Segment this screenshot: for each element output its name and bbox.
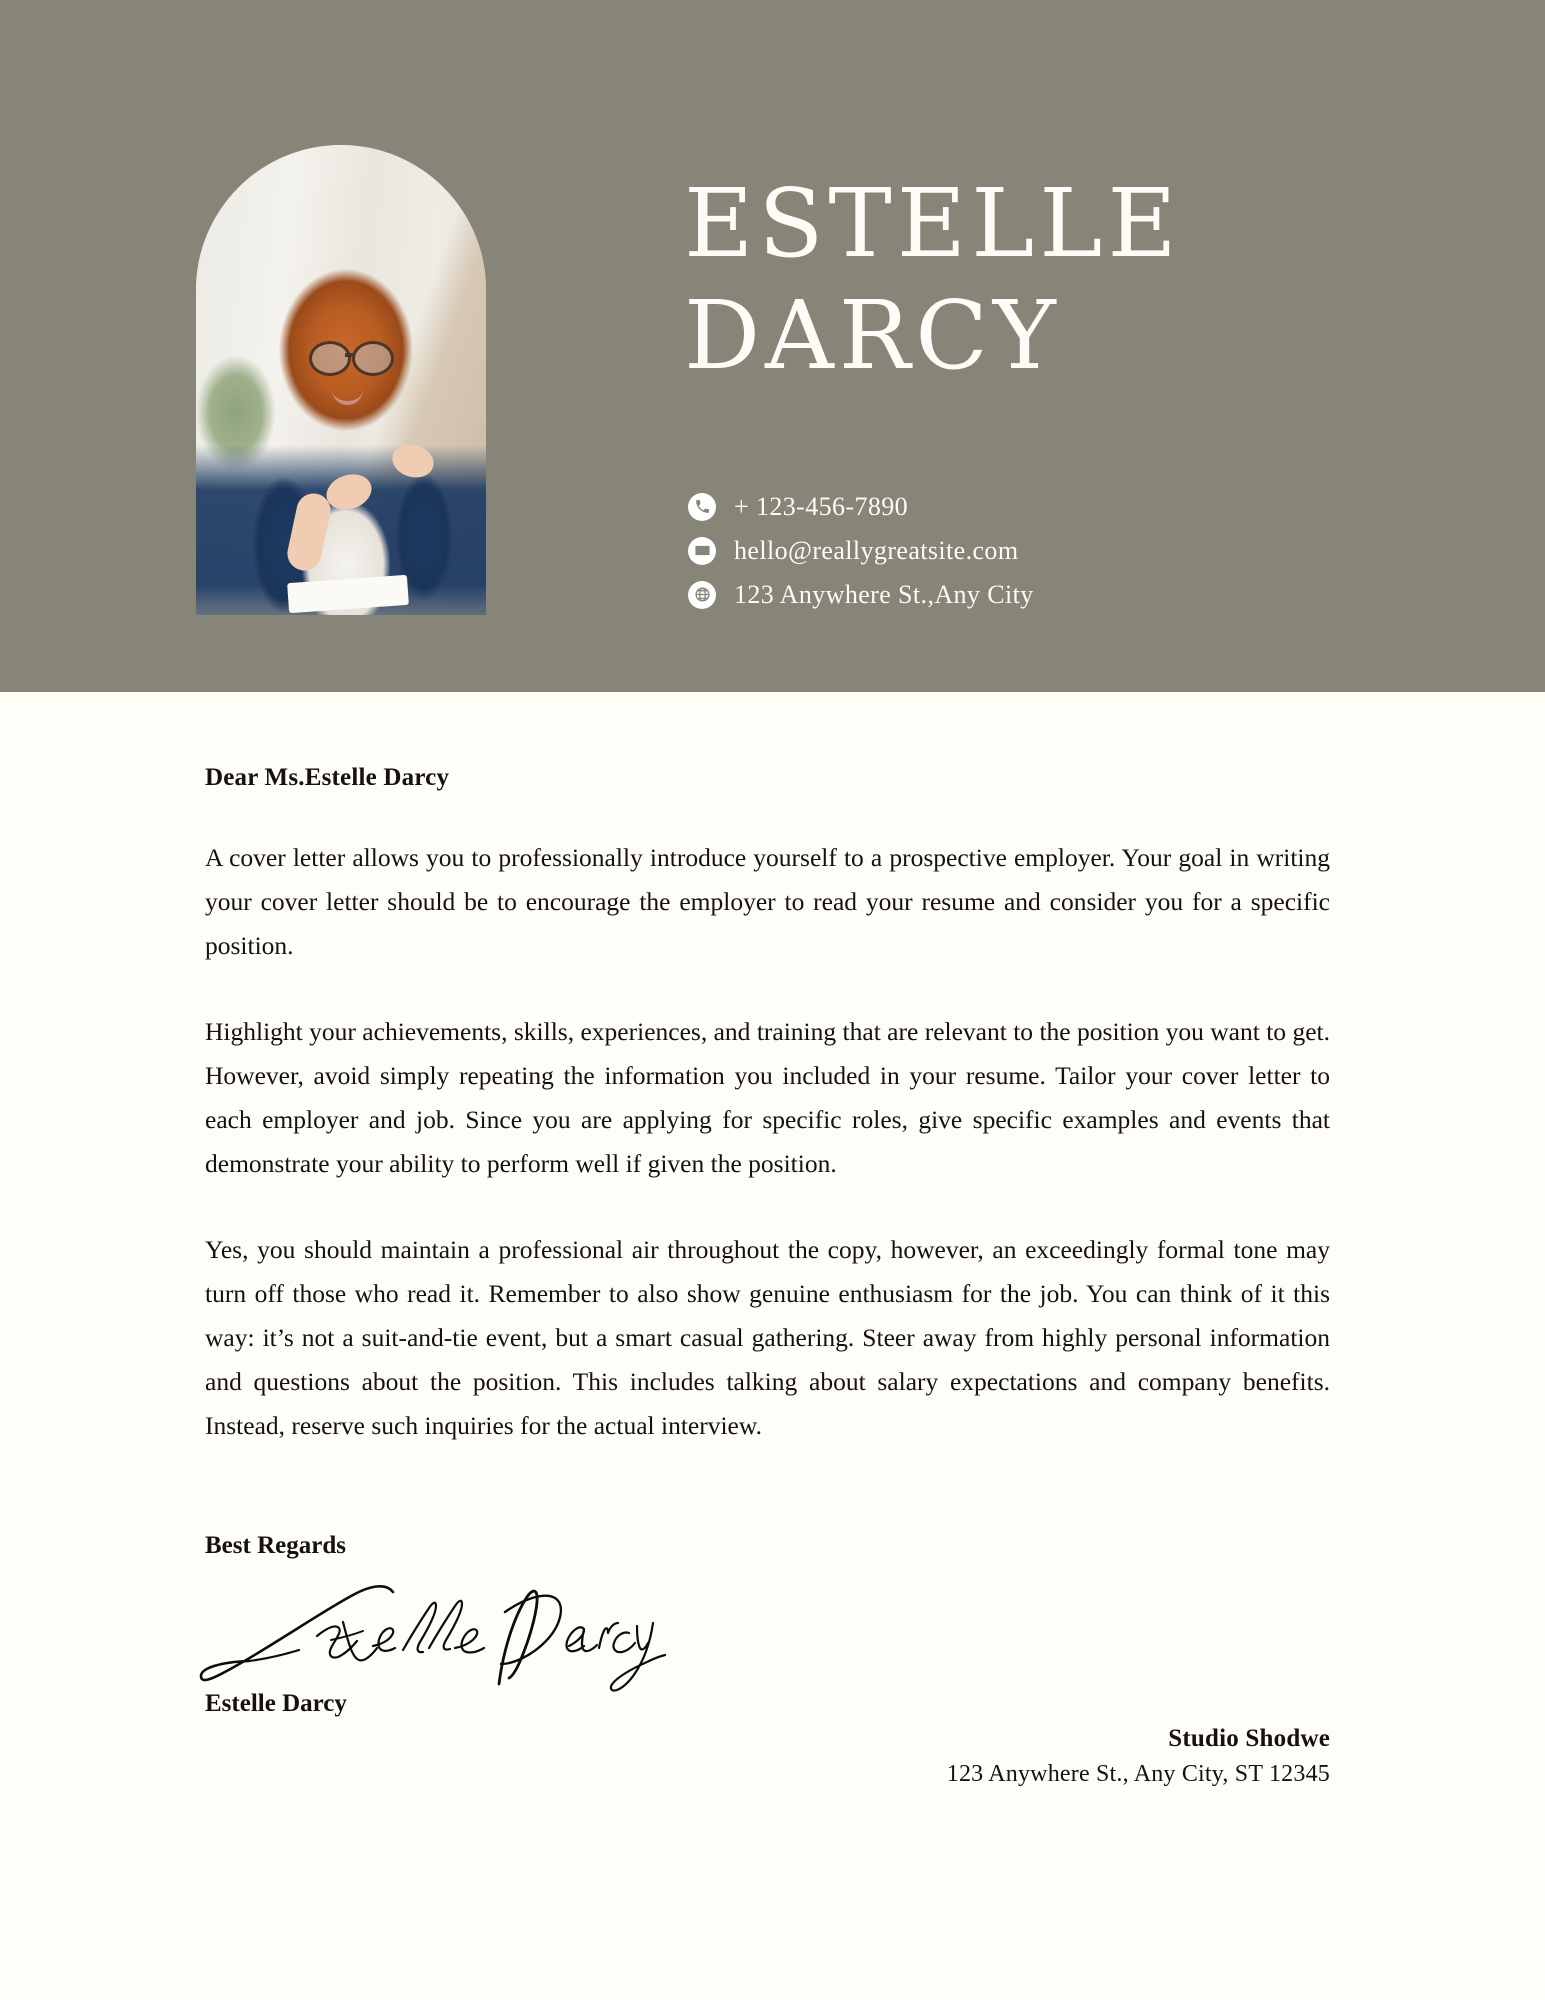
paragraph-3: Yes, you should maintain a professional air throughout the copy, however, an exceedingly formal tone may turn off those who read it. Remember to also show genuine enthusiasm for the job. You can think of it this way: it’s not a suit-and-tie event, but a smart casual gathering. Steer away from highly personal information and questions about the position. This includes talking about salary expectations and company benefits. Instead, reserve such inquiries for the actual interview.	[205, 1235, 1330, 1440]
email-address: hello@reallygreatsite.com	[734, 535, 1019, 565]
glasses-left-lens	[309, 341, 351, 376]
phone-number: + 123-456-7890	[734, 491, 909, 521]
salutation: Dear Ms.Estelle Darcy	[205, 764, 450, 791]
contact-item-email[interactable]	[688, 532, 1328, 569]
signature	[205, 1578, 1330, 1696]
page-title	[684, 168, 1384, 392]
letter-body	[205, 692, 1330, 1787]
street-address: 123 Anywhere St.,Any City	[734, 579, 1034, 609]
glasses-bridge	[345, 353, 354, 357]
envelope-icon	[688, 537, 716, 565]
signer-name: Estelle Darcy	[205, 1690, 347, 1717]
globe-icon	[688, 581, 716, 609]
sign-off: Best Regards	[205, 1532, 346, 1559]
contact-item-phone[interactable]	[688, 488, 1328, 525]
footer	[690, 1725, 1330, 1788]
first-name: ESTELLE	[684, 169, 1182, 279]
portrait-image	[196, 145, 486, 615]
paragraph-1: A cover letter allows you to professionally introduce yourself to a prospective employer. Your goal in writing your cover letter should be to encourage the employer to read your resume and consider you for a specific position.	[205, 843, 1330, 960]
header-band	[0, 0, 1545, 692]
paragraph-2: Highlight your achievements, skills, experiences, and training that are relevant to the position you want to get. However, avoid simply repeating the information you included in your resume. Tailor your cover letter to each employer and job. Since you are applying for specific roles, give specific examples and events that demonstrate your ability to perform well if given the position.	[205, 1017, 1330, 1178]
contact-list	[688, 488, 1328, 620]
contact-item-address[interactable]	[688, 576, 1328, 613]
glasses-right-lens	[352, 341, 394, 376]
last-name: DARCY	[684, 281, 1061, 391]
studio-name: Studio Shodwe	[1168, 1725, 1330, 1752]
portrait-photo	[196, 145, 486, 615]
phone-icon	[688, 493, 716, 521]
studio-address: 123 Anywhere St., Any City, ST 12345	[946, 1761, 1330, 1787]
